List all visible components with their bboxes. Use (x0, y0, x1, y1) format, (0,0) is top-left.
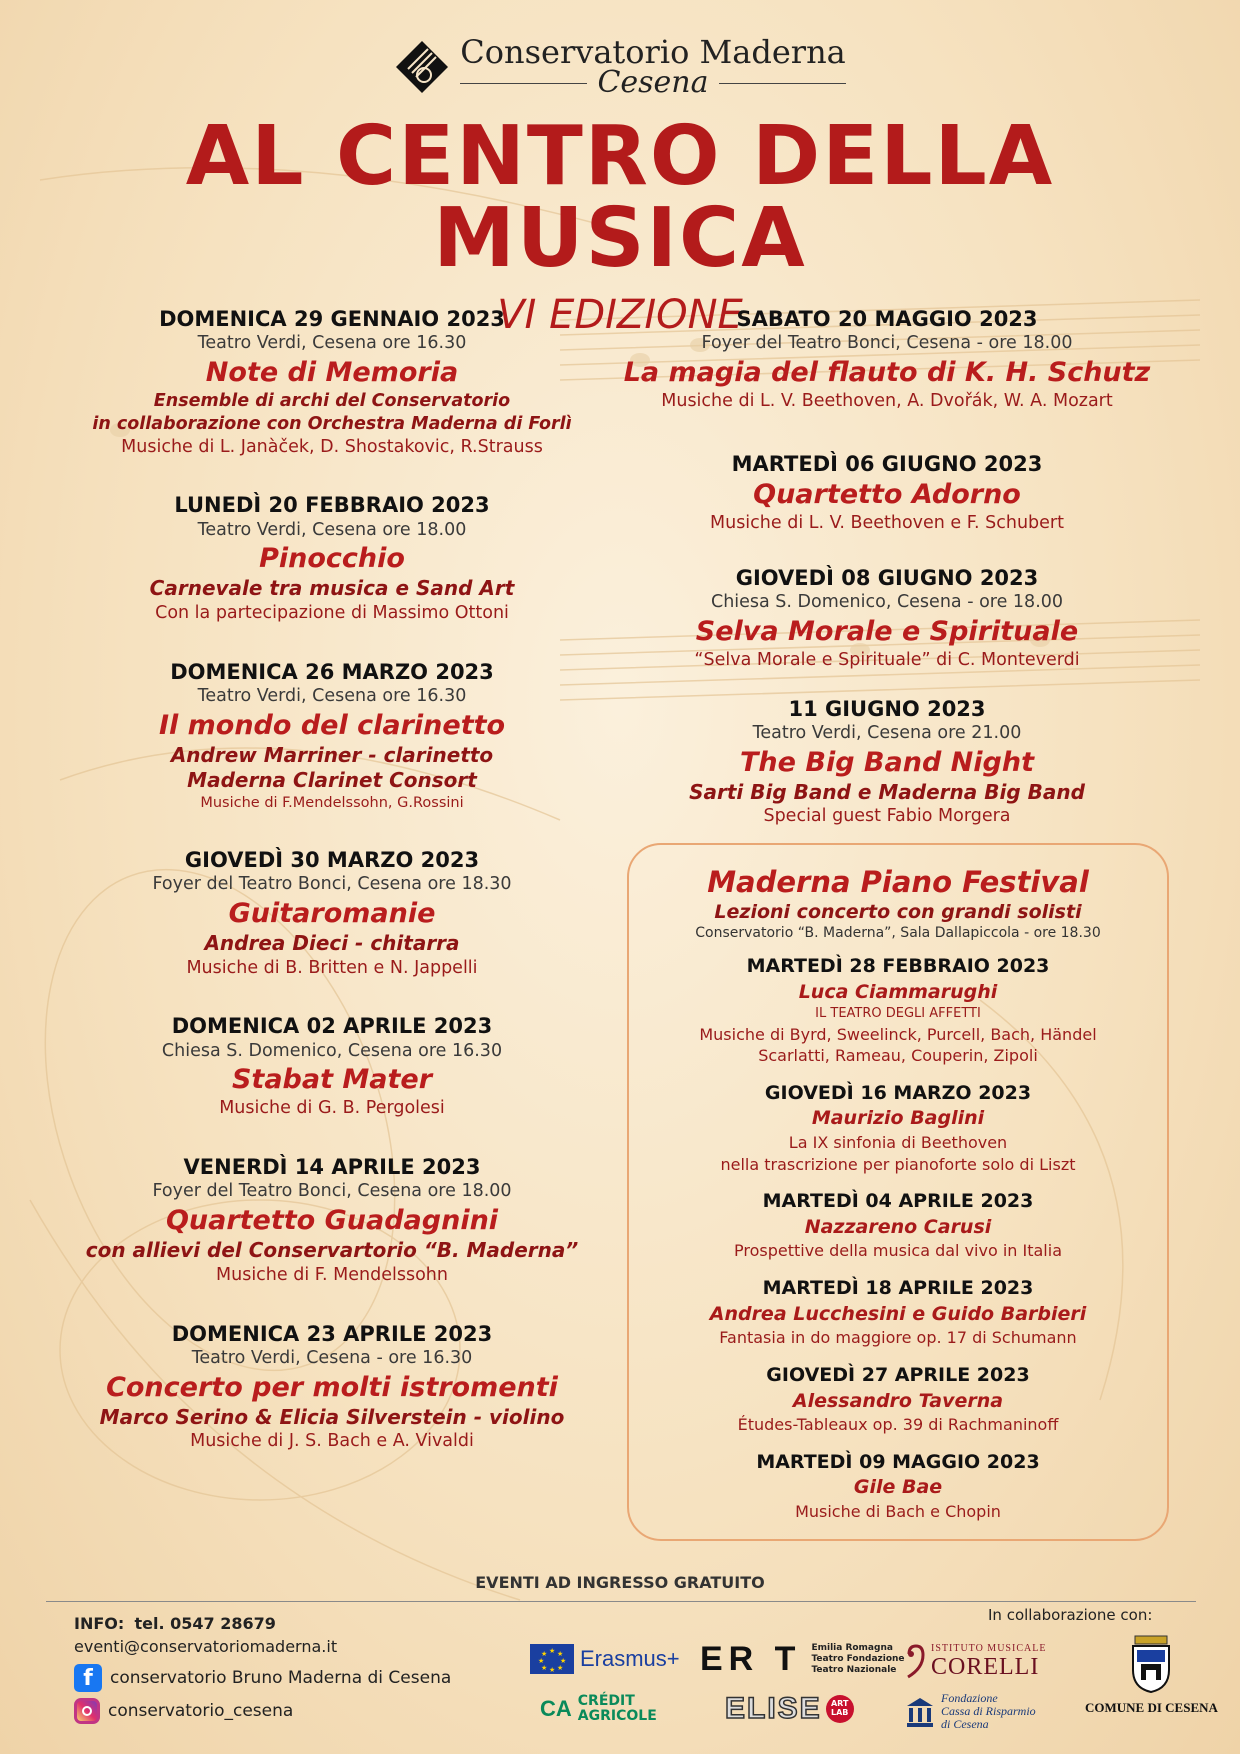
ert-logo (700, 1640, 905, 1679)
festival-title: Maderna Piano Festival (707, 865, 1089, 899)
event-music: Musiche di J. S. Bach e A. Vivaldi (190, 1431, 474, 1452)
piano-festival-box (627, 843, 1169, 1541)
festival-performer: Maurizio Baglini (811, 1107, 985, 1130)
comune-di-cesena-logo (1085, 1634, 1218, 1716)
event-music: Musiche di L. Janàček, D. Shostakovic, R.Strauss (121, 436, 543, 457)
event-subtitle: Carnevale tra musica e Sand Art (149, 576, 515, 601)
event-subtitle: Marco Serino & Elicia Silverstein - violino (99, 1404, 565, 1429)
event-music: Musiche di L. V. Beethoven, A. Dvořák, W. A. Mozart (661, 391, 1113, 412)
conservatorio-emblem-icon (394, 39, 450, 95)
corelli-logo (905, 1644, 1046, 1680)
event-item (72, 847, 592, 979)
festival-program: Fantasia in do maggiore op. 17 di Schumann (719, 1328, 1077, 1348)
event-title: Quartetto Guadagnini (165, 1205, 499, 1237)
event-date: DOMENICA 29 GENNAIO 2023 (159, 307, 505, 331)
event-subtitle: Ensemble di archi del Conservatorio (153, 391, 511, 412)
event-item (612, 696, 1162, 828)
event-item (72, 659, 592, 813)
event-venue: Teatro Verdi, Cesena - ore 16.30 (191, 1347, 473, 1368)
comune-label: COMUNE DI CESENA (1085, 1700, 1218, 1715)
partner-logos (520, 1640, 1240, 1750)
festival-program: Études-Tableaux op. 39 di Rachmaninoff (737, 1415, 1059, 1435)
festival-performer: Gile Bae (853, 1476, 943, 1499)
event-title: The Big Band Night (740, 746, 1034, 778)
festival-program: Musiche di Bach e Chopin (795, 1502, 1001, 1522)
instagram-link[interactable] (74, 1698, 451, 1724)
event-date: GIOVEDÌ 30 MARZO 2023 (184, 847, 480, 872)
event-subtitle: Maderna Clarinet Consort (187, 768, 477, 793)
festival-performer: Andrea Lucchesini e Guido Barbieri (709, 1302, 1087, 1325)
event-venue: Teatro Verdi, Cesena ore 16.30 (197, 333, 467, 354)
facebook-icon: f (74, 1664, 102, 1692)
event-date: 11 GIUGNO 2023 (788, 696, 986, 721)
festival-event-date: GIOVEDÌ 16 MARZO 2023 (764, 1081, 1032, 1104)
event-venue: Foyer del Teatro Bonci, Cesena - ore 18.00 (701, 333, 1073, 354)
event-music: Special guest Fabio Morgera (763, 806, 1011, 827)
festival-note: IL TEATRO DEGLI AFFETTI (815, 1006, 981, 1022)
festival-venue: Conservatorio “B. Maderna”, Sala Dallapiccola - ore 18.30 (695, 925, 1101, 942)
festival-event-date: MARTEDÌ 18 APRILE 2023 (762, 1277, 1034, 1300)
right-events-column (612, 306, 1162, 862)
event-item (72, 306, 592, 458)
festival-program: Scarlatti, Rameau, Couperin, Zipoli (758, 1046, 1038, 1066)
erasmus-label: Erasmus+ (580, 1646, 680, 1671)
city-crest-icon (1129, 1634, 1173, 1694)
fondazione-line: di Cesena (941, 1717, 989, 1732)
festival-event (629, 1189, 1167, 1262)
event-music: Musiche di F. Mendelssohn (216, 1264, 448, 1285)
logo-city: Cesena (597, 65, 709, 100)
event-title: Il mondo del clarinetto (158, 709, 506, 741)
event-date: SABATO 20 MAGGIO 2023 (736, 307, 1038, 331)
eu-flag-icon: ★ ★ ★ ★ ★ ★ ★ ★ (530, 1644, 574, 1674)
event-title: La magia del flauto di K. H. Schutz (623, 357, 1151, 388)
facebook-label: conservatorio Bruno Maderna di Cesena (110, 1668, 452, 1689)
event-title: Stabat Mater (231, 1064, 433, 1096)
event-date: DOMENICA 02 APRILE 2023 (171, 1014, 493, 1039)
event-date: MARTEDÌ 06 GIUGNO 2023 (731, 451, 1043, 476)
festival-performer: Luca Ciammarughi (798, 980, 998, 1003)
event-subtitle: con allievi del Conservartorio “B. Maderna” (85, 1238, 579, 1263)
info-label: INFO: (74, 1614, 125, 1633)
ert-line: Teatro Fondazione (811, 1654, 905, 1665)
festival-subtitle: Lezioni concerto con grandi solisti (714, 900, 1082, 923)
erasmus-logo (530, 1644, 680, 1674)
ert-label: ER T (700, 1640, 802, 1678)
instagram-label: conservatorio_cesena (108, 1701, 294, 1722)
event-date: GIOVEDÌ 08 GIUGNO 2023 (735, 565, 1039, 590)
event-item (72, 1154, 592, 1286)
festival-event (629, 1276, 1167, 1349)
festival-event-date: MARTEDÌ 09 MAGGIO 2023 (756, 1450, 1040, 1473)
festival-event (629, 1363, 1167, 1436)
elise-logo (725, 1692, 854, 1726)
fondazione-logo (905, 1692, 1036, 1732)
fondazione-line: Fondazione (941, 1691, 998, 1705)
event-venue: Chiesa S. Domenico, Cesena ore 16.30 (161, 1040, 503, 1061)
fondazione-building-icon (905, 1696, 935, 1728)
festival-performer: Nazzareno Carusi (804, 1215, 992, 1238)
festival-performer: Alessandro Taverna (792, 1389, 1004, 1412)
festival-event (629, 1081, 1167, 1175)
festival-event (629, 954, 1167, 1067)
festival-event-date: MARTEDÌ 04 APRILE 2023 (762, 1190, 1034, 1213)
bass-clef-icon (905, 1644, 925, 1680)
artlab-badge: ART LAB (826, 1695, 854, 1723)
ert-line: Emilia Romagna (811, 1643, 893, 1654)
event-venue: Chiesa S. Domenico, Cesena - ore 18.00 (710, 592, 1064, 613)
event-subtitle: Andrew Marriner - clarinetto (170, 742, 494, 767)
festival-program: Musiche di Byrd, Sweelinck, Purcell, Bach, Händel (699, 1024, 1097, 1044)
festival-event (629, 1450, 1167, 1523)
left-events-column (72, 306, 592, 1487)
edition-subtitle: VI EDIZIONE (497, 292, 743, 338)
ert-line: Teatro Nazionale (811, 1664, 897, 1675)
event-music: Musiche di B. Britten e N. Jappelli (186, 957, 478, 978)
event-title: Guitaromanie (228, 897, 436, 929)
corelli-name: CORELLI (931, 1653, 1040, 1680)
event-item (72, 1321, 592, 1453)
festival-program: Prospettive della musica dal vivo in Italia (734, 1241, 1062, 1261)
event-title: Note di Memoria (205, 357, 459, 388)
event-item (612, 451, 1162, 535)
event-venue: Foyer del Teatro Bonci, Cesena ore 18.00 (152, 1181, 512, 1202)
event-venue: Teatro Verdi, Cesena ore 18.00 (197, 519, 467, 540)
event-music: Con la partecipazione di Massimo Ottoni (155, 603, 509, 624)
event-title: Concerto per molti istromenti (106, 1371, 558, 1403)
event-venue: Foyer del Teatro Bonci, Cesena ore 18.30 (152, 874, 512, 895)
event-subtitle: Andrea Dieci - chitarra (204, 931, 460, 955)
event-date: DOMENICA 23 APRILE 2023 (171, 1321, 493, 1346)
fondazione-line: Cassa di Risparmio (941, 1704, 1036, 1719)
event-date: VENERDÌ 14 APRILE 2023 (183, 1155, 481, 1180)
credit-agricole-icon: CA (540, 1695, 572, 1721)
instagram-icon (74, 1698, 100, 1724)
free-entry-notice: EVENTI AD INGRESSO GRATUITO (475, 1573, 765, 1592)
phone-number[interactable]: tel. 0547 28679 (134, 1614, 276, 1633)
festival-event-date: MARTEDÌ 28 FEBBRAIO 2023 (746, 955, 1050, 978)
credit-line: AGRICOLE (577, 1707, 657, 1724)
facebook-link[interactable] (74, 1664, 451, 1692)
event-music: “Selva Morale e Spirituale” di C. Monteverdi (694, 650, 1080, 671)
festival-event-date: GIOVEDÌ 27 APRILE 2023 (766, 1363, 1030, 1386)
poster-header (0, 33, 1240, 338)
conservatorio-logo (0, 33, 1240, 100)
contact-info (74, 1612, 451, 1724)
event-title: Quartetto Adorno (753, 479, 1021, 511)
event-item (72, 492, 592, 624)
event-item (72, 1013, 592, 1120)
event-date: DOMENICA 26 MARZO 2023 (170, 659, 494, 684)
event-item (612, 565, 1162, 672)
event-music: Musiche di F.Mendelssohn, G.Rossini (200, 795, 464, 812)
festival-program: nella trascrizione per pianoforte solo di Liszt (720, 1154, 1076, 1174)
event-date: LUNEDÌ 20 FEBBRAIO 2023 (174, 493, 490, 518)
event-title: Pinocchio (259, 543, 405, 575)
credit-line: CRÉDIT (577, 1693, 635, 1709)
event-subtitle: in collaborazione con Orchestra Maderna di Forlì (92, 413, 572, 434)
corelli-line: ISTITUTO MUSICALE (931, 1643, 1047, 1655)
page-title: AL CENTRO DELLA MUSICA (185, 109, 1055, 286)
event-title: Selva Morale e Spirituale (695, 615, 1079, 647)
credit-agricole-logo (540, 1694, 657, 1723)
logo-name: Conservatorio Maderna (460, 33, 846, 71)
festival-program: La IX sinfonia di Beethoven (788, 1133, 1008, 1153)
event-venue: Teatro Verdi, Cesena ore 16.30 (197, 686, 467, 707)
elise-label: ELISE (725, 1692, 822, 1725)
event-item (612, 306, 1162, 413)
collaboration-label: In collaborazione con: (988, 1606, 1153, 1624)
footer-divider (46, 1601, 1196, 1602)
event-music: Musiche di G. B. Pergolesi (219, 1098, 445, 1119)
email-link[interactable]: eventi@conservatoriomaderna.it (74, 1637, 338, 1657)
event-music: Musiche di L. V. Beethoven e F. Schubert (710, 513, 1064, 534)
event-venue: Teatro Verdi, Cesena ore 21.00 (752, 723, 1022, 744)
event-subtitle: Sarti Big Band e Maderna Big Band (689, 779, 1085, 804)
